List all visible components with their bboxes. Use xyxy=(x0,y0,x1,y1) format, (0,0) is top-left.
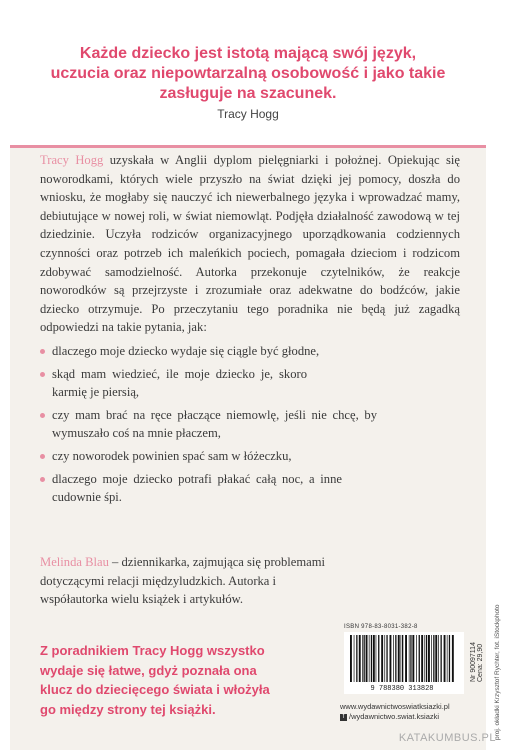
list-item: dlaczego moje dziecko wydaje się ciągle być głodne, xyxy=(40,342,460,361)
barcode-bar xyxy=(433,635,434,682)
barcode-bar xyxy=(364,635,365,682)
quote-box xyxy=(10,0,486,148)
facebook-handle: /wydawnictwo.swiat.ksiazki xyxy=(349,712,440,721)
quote-text xyxy=(30,44,466,104)
publisher-website[interactable]: www.wydawnictwoswiatksiazki.pl xyxy=(340,702,450,711)
barcode-bar xyxy=(409,635,410,682)
quote-line: Każde dziecko jest istotą mającą swój język, xyxy=(79,45,417,62)
barcode-bar xyxy=(412,635,414,682)
barcode-bar xyxy=(378,635,379,682)
barcode-bar xyxy=(376,635,377,682)
barcode-bar xyxy=(444,635,446,682)
barcode-bar xyxy=(402,635,403,682)
price: Cena: 29,90 xyxy=(477,643,484,682)
list-item: skąd mam wiedzieć, ile moje dziecko je, skoro karmię je piersią, xyxy=(40,365,307,402)
barcode-bar xyxy=(371,635,372,682)
barcode-bar xyxy=(421,635,423,682)
quote-line: uczucia oraz niepowtarzalną osobowość i jako takie xyxy=(50,65,446,82)
barcode-bar xyxy=(384,635,385,682)
barcode-bar xyxy=(426,635,427,682)
quote-author: Tracy Hogg xyxy=(217,107,279,121)
barcode-bar xyxy=(435,635,437,682)
barcode-digits: 9 788380 313828 xyxy=(370,685,434,692)
catalog-number: Nr 90097114 xyxy=(470,642,477,682)
watermark: KATAKUMBUS.PL xyxy=(398,732,496,744)
isbn-label: ISBN 978-83-8031-382-8 xyxy=(344,624,418,630)
barcode-bar xyxy=(395,635,396,682)
list-item: dlaczego moje dziecko potrafi płakać całą noc, a inne cudownie śpi. xyxy=(40,470,342,507)
barcode-bar xyxy=(393,635,394,682)
publisher-links xyxy=(340,702,470,722)
barcode-bar xyxy=(438,635,439,682)
barcode-bar xyxy=(416,635,417,682)
cover-credits: proj. okładki Krzysztof Rychter, fot. iStockphoto xyxy=(494,604,501,740)
barcode-bar xyxy=(401,635,402,682)
barcode-bar xyxy=(356,635,357,682)
barcode-bar xyxy=(369,635,370,682)
closing-statement: Z poradnikiem Tracy Hogg wszystko wydaje się łatwe, gdyż poznała ona klucz do dziecięcego świata i włożyła go między strony tej książki. xyxy=(40,643,270,717)
intro-text: uzyskała w Anglii dyplom pielęgniarki i położnej. Opiekując się noworodkami, których wiele przyszło na świat dzięki jej pomocy, doszła do wniosku, że mogłaby się nauczyć ich niewerbalnego języka i wprowadzać mamy, debiutujące w nowej roli, w świat niemowląt. Podjęła działalność zawodową w tej dziedzinie. Uczyła rodziców organizacyjnego uporządkowania codziennych czynności oraz potrzeb ich maleńkich pociech, pomagała dzieciom i rodzicom zdobywać samodzielność. Autorka przekonuje czytelników, że reakcje noworodków są przejrzyste i zrozumiałe oraz adekwatne do bodźców, jakie dziecko otrzymuje. Po przeczytaniu tego poradnika nie będą już zagadką odpowiedzi na takie pytania, jak: xyxy=(40,153,460,335)
barcode-bar xyxy=(362,635,363,682)
list-item: czy noworodek powinien spać sam w łóżeczku, xyxy=(40,447,460,466)
barcode-bar xyxy=(366,635,368,682)
barcode-bar xyxy=(390,635,392,682)
barcode-bar xyxy=(447,635,448,682)
barcode-bar xyxy=(424,635,425,682)
isbn-block xyxy=(344,624,464,694)
quote-line: zasługuje na szacunek. xyxy=(159,85,337,102)
barcode-graphic xyxy=(346,634,458,692)
publisher-facebook[interactable] xyxy=(340,712,470,722)
questions-list xyxy=(40,342,460,507)
barcode-bar xyxy=(410,635,411,682)
price-text xyxy=(470,592,484,682)
co-author-bio xyxy=(40,553,340,609)
co-author-text: – dziennikarka, zajmująca się problemami dotyczącymi relacji międzyludzkich. Autorka i współautorka wielu książek i artykułów. xyxy=(40,555,326,607)
description xyxy=(40,151,460,511)
barcode-bar xyxy=(405,635,407,682)
barcode-bar xyxy=(449,635,450,682)
author-name: Tracy Hogg xyxy=(40,153,104,167)
barcode-bar xyxy=(452,635,454,682)
barcode-bar xyxy=(354,635,355,682)
barcode-bar xyxy=(398,635,400,682)
barcode-bar xyxy=(419,635,420,682)
barcode-bar xyxy=(428,635,430,682)
barcode-bar xyxy=(441,635,442,682)
barcode-bar xyxy=(386,635,387,682)
intro-paragraph xyxy=(40,151,460,337)
barcode-bar xyxy=(431,635,432,682)
barcode-bar xyxy=(373,635,375,682)
barcode-bar xyxy=(350,635,352,682)
co-author-name: Melinda Blau xyxy=(40,555,109,569)
barcode-bar xyxy=(359,635,361,682)
facebook-icon: f xyxy=(340,714,347,721)
barcode-bar xyxy=(381,635,383,682)
list-item: czy mam brać na ręce płaczące niemowlę, jeśli nie chcę, by wymuszało coś na mnie płaczem, xyxy=(40,406,377,443)
barcode xyxy=(344,632,464,694)
